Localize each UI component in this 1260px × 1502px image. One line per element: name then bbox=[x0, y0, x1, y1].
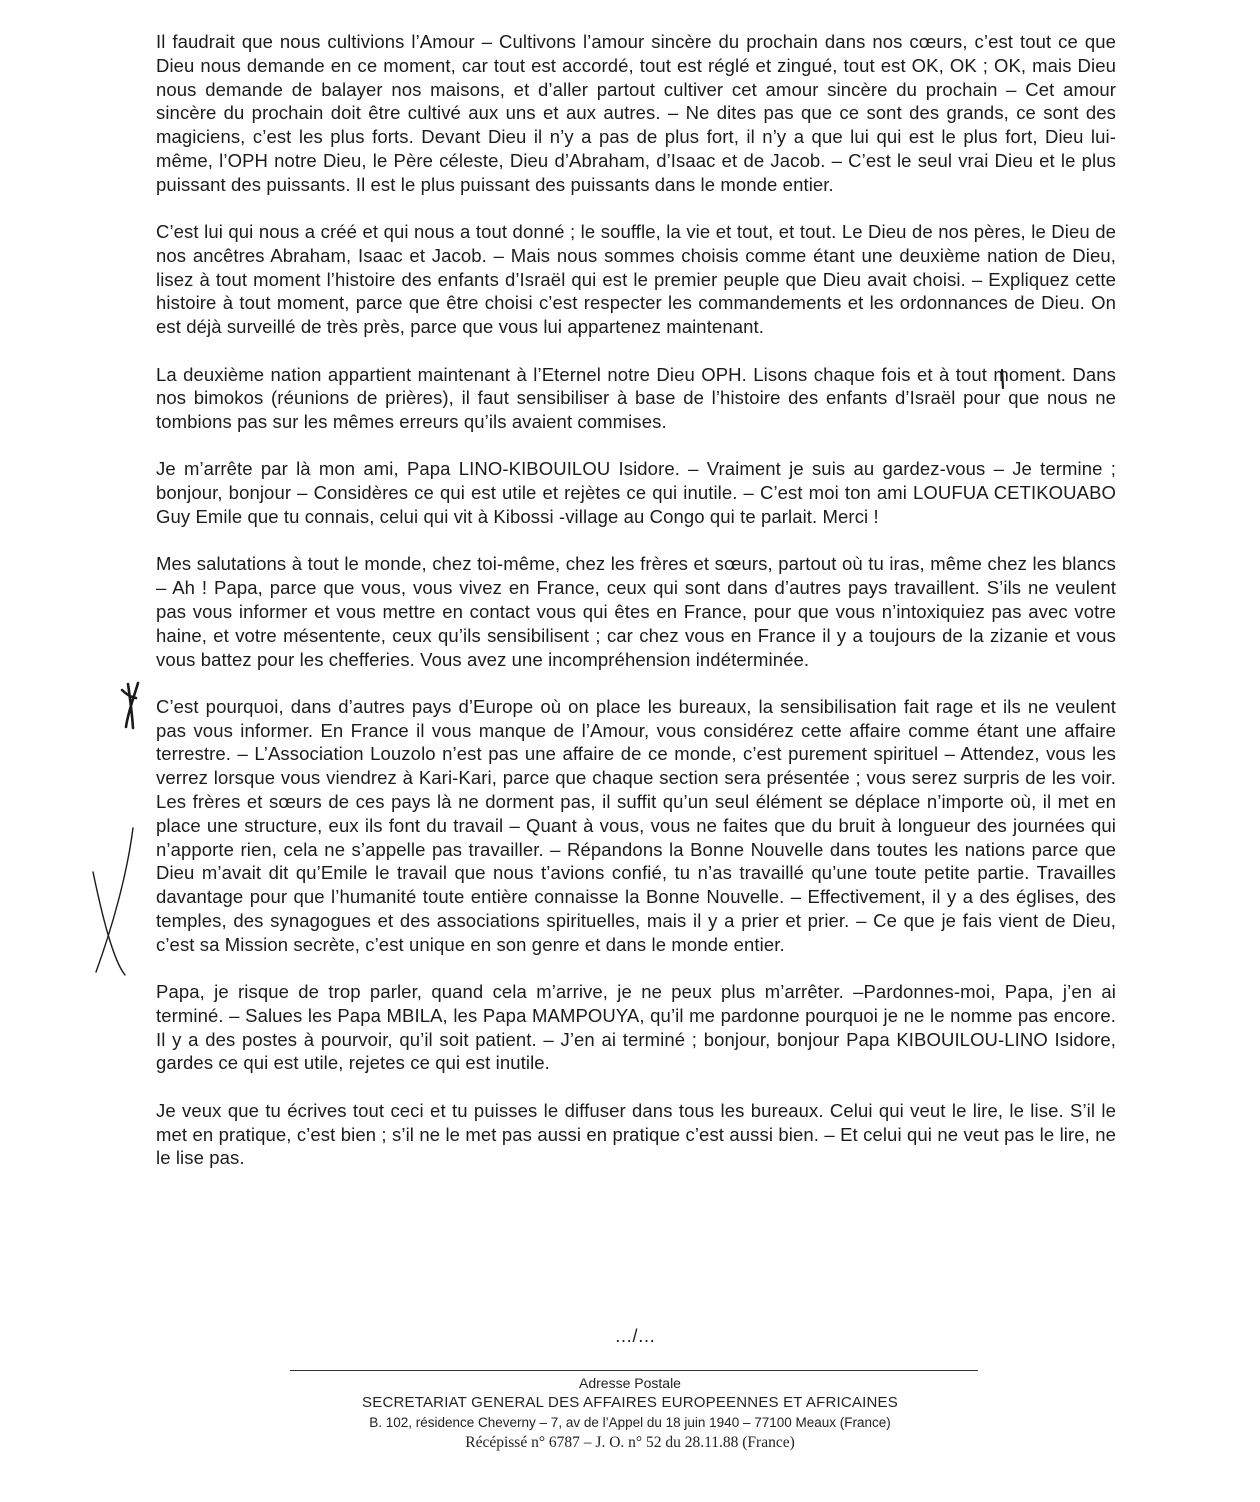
margin-x-mark-large-stroke-a bbox=[93, 872, 125, 975]
paragraph-6: C’est pourquoi, dans d’autres pays d’Europe où on place les bureaux, la sensibilisation fait rage et ils ne veulent pas vous informer. En France il vous manque de l’Amour, vous considérez cette affaire comme étant une affaire terrestre. – L’Association Louzolo n’est pas une affaire de ce monde, c’est purement spirituel – Attendez, vous les verrez lorsque vous viendrez à Kari-Kari, parce que chaque section sera présentée ; vous serez surpris de les voir. Les frères et sœurs de ces pays là ne dorment pas, il suffit qu’un seul élément se déplace n’importe où, il met en place une structure, eux ils font du travail – Quant à vous, vous ne faites que du bruit à longueur des journées qui n’apporte rien, cela ne s’appelle pas travailler. – Répandons la Bonne Nouvelle dans toutes les nations parce que Dieu m’avait dit qu’Emile le travail que nous t’avions confié, tu n’as travaillé qu’une toute petite partie. Travailles davantage pour que l’humanité toute entière connaisse la Bonne Nouvelle. – Effectivement, il y a des églises, des temples, des synagogues et des associations spirituelles, mais il y a prier et prier. – Ce que je fais vient de Dieu, c’est sa Mission secrète, c’est unique en son genre et dans le monde entier. bbox=[156, 695, 1116, 955]
paragraph-7: Papa, je risque de trop parler, quand cela m’arrive, je ne peux plus m’arrêter. –Pardonnes-moi, Papa, j’en ai terminé. – Salues les Papa MBILA, les Papa MAMPOUYA, qu’il me pardonne pourquoi je ne le nomme pas encore. Il y a des postes à pourvoir, qu’il soit patient. – J’en ai terminé ; bonjour, bonjour Papa KIBOUILOU-LINO Isidore, gardes ce qui est utile, rejetes ce qui est inutile. bbox=[156, 981, 1116, 1074]
footer-registration: Récépissé n° 6787 – J. O. n° 52 du 28.11.88 (France) bbox=[465, 1434, 795, 1451]
footer-organization: SECRETARIAT GENERAL DES AFFAIRES EUROPEENNES ET AFRICAINES bbox=[362, 1394, 898, 1411]
paragraph-4: Je m’arrête par là mon ami, Papa LINO-KIBOUILOU Isidore. – Vraiment je suis au gardez-vous – Je termine ; bonjour, bonjour – Considères ce qui est utile et rejètes ce qui inutile. – C’est moi ton ami LOUFUA CETIKOUABO Guy Emile que tu connais, celui qui vit à Kibossi -village au Congo qui te parlait. Merci ! bbox=[156, 458, 1116, 528]
margin-tick-mark bbox=[1002, 370, 1003, 388]
continuation-mark: …/… bbox=[614, 1326, 656, 1346]
paragraph-8: Je veux que tu écrives tout ceci et tu puisses le diffuser dans tous les bureaux. Celui qui veut le lire, le lise. S’il le met en pratique, c’est bien ; s’il ne le met pas aussi en pratique c’est aussi bien. – Et celui qui ne veut pas le lire, ne le lise pas. bbox=[156, 1099, 1116, 1169]
margin-x-mark-small bbox=[122, 683, 138, 728]
paragraph-3: La deuxième nation appartient maintenant à l’Eternel notre Dieu OPH. Lisons chaque fois et à tout moment. Dans nos bimokos (réunions de prières), il faut sensibiliser à base de l’histoire des enfants d’Israël pour que nous ne tombions pas sur les mêmes erreurs qu’ils avaient commises. bbox=[156, 363, 1116, 433]
paragraph-5: Mes salutations à tout le monde, chez toi-même, chez les frères et sœurs, partout où tu iras, même chez les blancs – Ah ! Papa, parce que vous, vous vivez en France, ceux qui sont dans d’autres pays travaillent. S’ils ne veulent pas vous informer et vous mettre en contact vous qui êtes en France, pour que vous n’intoxiquiez pas avec votre haine, et votre mésentente, ceux qu’ils sensibilisent ; car chez vous en France il y a toujours de la zizanie et vous vous battez pour les chefferies. Vous avez une incompréhension indéterminée. bbox=[156, 553, 1116, 670]
paragraph-1: Il faudrait que nous cultivions l’Amour – Cultivons l’amour sincère du prochain dans nos cœurs, c’est tout ce que Dieu nous demande en ce moment, car tout est accordé, tout est réglé et zingué, tout est OK, OK ; OK, mais Dieu nous demande de balayer nos maisons, et d’aller partout cultiver cet amour sincère du prochain – Cet amour sincère du prochain doit être cultivé aux uns et aux autres. – Ne dites pas que ce sont des grands, ce sont des magiciens, c’est les plus forts. Devant Dieu il n’y a pas de plus fort, il n’y a que lui qui est le plus fort, Dieu lui-même, l’OPH notre Dieu, le Père céleste, Dieu d’Abraham, d’Isaac et de Jacob. – C’est le seul vrai Dieu et le plus puissant des puissants. Il est le plus puissant des puissants dans le monde entier. bbox=[156, 31, 1116, 195]
footer-address: B. 102, résidence Cheverny – 7, av de l’Appel du 18 juin 1940 – 77100 Meaux (France) bbox=[369, 1415, 891, 1430]
margin-x-mark-large-stroke-b bbox=[96, 828, 133, 972]
footer-heading: Adresse Postale bbox=[579, 1375, 681, 1391]
paragraph-2: C’est lui qui nous a créé et qui nous a tout donné ; le souffle, la vie et tout, et tout. Le Dieu de nos pères, le Dieu de nos ancêtres Abraham, Isaac et Jacob. – Mais nous sommes choisis comme étant une deuxième nation de Dieu, lisez à tout moment l’histoire des enfants d’Israël qui est le premier peuple que Dieu avait choisi. – Expliquez cette histoire à tout moment, parce que être choisi c’est respecter les commandements et les ordonnances de Dieu. On est déjà surveillé de très près, parce que vous lui appartenez maintenant. bbox=[156, 221, 1116, 338]
